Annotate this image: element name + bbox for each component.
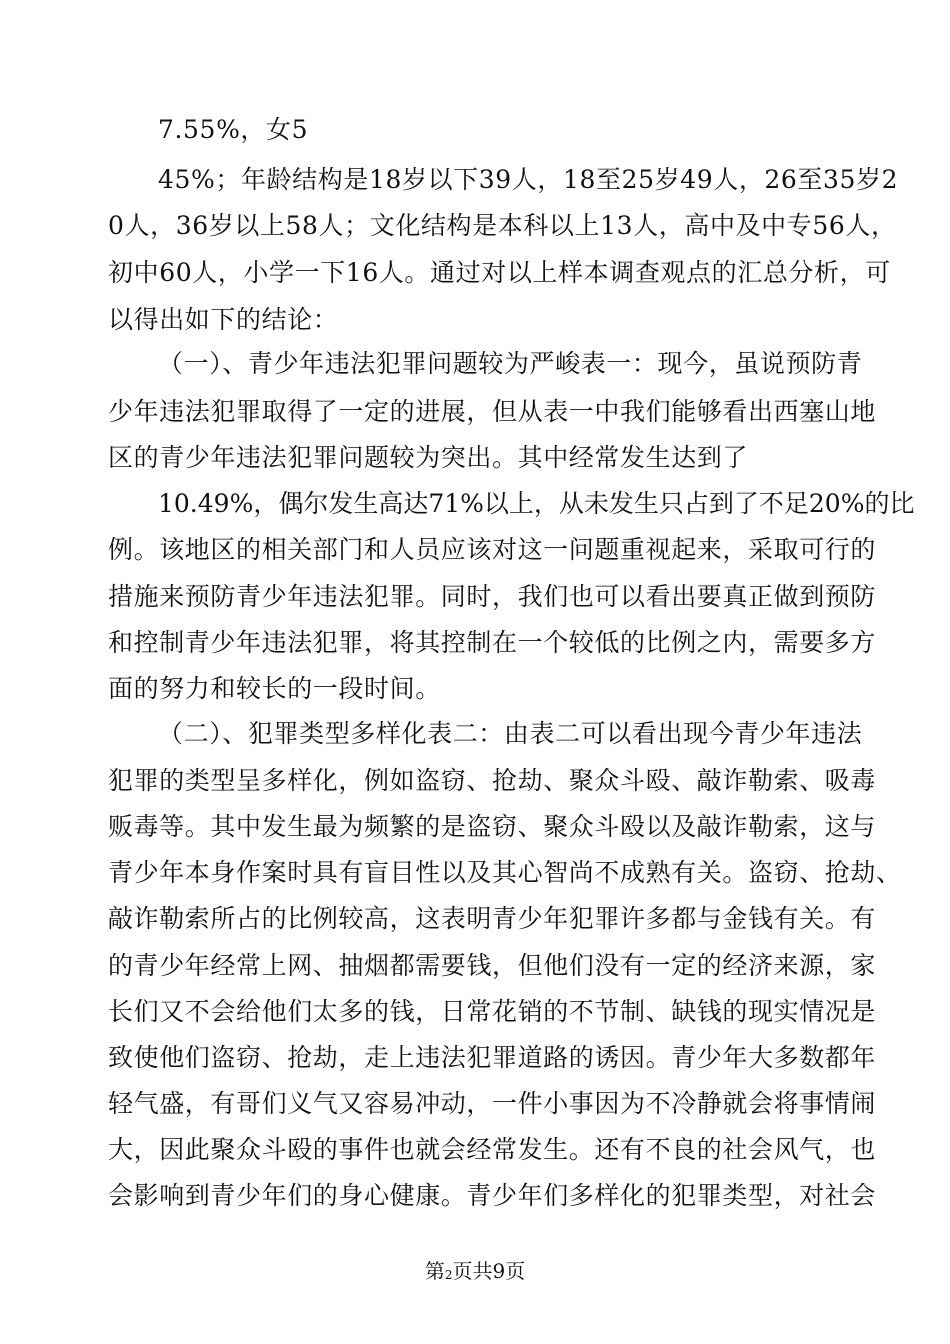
text-line: 会影响到青少年们的身心健康。青少年们多样化的犯罪类型，对社会: [108, 1181, 877, 1210]
text-line: 长们又不会给他们太多的钱，日常花销的不节制、缺钱的现实情况是: [108, 997, 877, 1026]
footer-suffix: 页: [505, 1259, 526, 1283]
text-line: 贩毒等。其中发生最为频繁的是盗窃、聚众斗殴以及敲诈勒索，这与: [108, 812, 877, 841]
text-line: 初中60人，小学一下16人。通过对以上样本调查观点的汇总分析，可: [108, 258, 891, 287]
page-footer: [0, 1256, 950, 1290]
text-line: 10.49%，偶尔发生高达71%以上，从未发生只占到了不足20%的比: [158, 489, 915, 518]
footer-total-pages: 9: [492, 1259, 506, 1283]
text-line: 面的努力和较长的一段时间。: [108, 674, 441, 703]
text-line: 0人，36岁以上58人；文化结构是本科以上13人，高中及中专56人，: [108, 211, 897, 240]
footer-page-number: 2: [444, 1268, 453, 1282]
text-line: 的青少年经常上网、抽烟都需要钱，但他们没有一定的经济来源，家: [108, 951, 877, 980]
text-line: 例。该地区的相关部门和人员应该对这一问题重视起来，采取可行的: [108, 535, 877, 564]
text-line: （二）、犯罪类型多样化表二：由表二可以看出现今青少年违法: [158, 719, 863, 748]
footer-prefix: 第: [424, 1259, 445, 1283]
text-line: 青少年本身作案时具有盲目性以及其心智尚不成熟有关。盗窃、抢劫、: [108, 858, 902, 887]
text-line: 轻气盛，有哥们义气又容易冲动，一件小事因为不冷静就会将事情闹: [108, 1089, 877, 1118]
text-line: 区的青少年违法犯罪问题较为突出。其中经常发生达到了: [108, 443, 749, 472]
text-line: 犯罪的类型呈多样化，例如盗窃、抢劫、聚众斗殴、敲诈勒索、吸毒: [108, 766, 877, 795]
text-line: （一）、青少年违法犯罪问题较为严峻表一：现今，虽说预防青: [158, 349, 863, 378]
text-line: 45%；年龄结构是18岁以下39人，18至25岁49人，26至35岁2: [158, 165, 899, 194]
text-line: 少年违法犯罪取得了一定的进展，但从表一中我们能够看出西塞山地: [108, 397, 877, 426]
text-line: 敲诈勒索所占的比例较高，这表明青少年犯罪许多都与金钱有关。有: [108, 904, 877, 933]
text-line: 和控制青少年违法犯罪，将其控制在一个较低的比例之内，需要多方: [108, 628, 877, 657]
text-line: 以得出如下的结论：: [108, 305, 339, 334]
text-line: 措施来预防青少年违法犯罪。同时，我们也可以看出要真正做到预防: [108, 582, 877, 611]
text-line: 7.55%，女5: [158, 115, 309, 144]
footer-middle: 页共: [452, 1259, 493, 1283]
text-line: 致使他们盗窃、抢劫，走上违法犯罪道路的诱因。青少年大多数都年: [108, 1043, 877, 1072]
text-line: 大，因此聚众斗殴的事件也就会经常发生。还有不良的社会风气，也: [108, 1135, 877, 1164]
